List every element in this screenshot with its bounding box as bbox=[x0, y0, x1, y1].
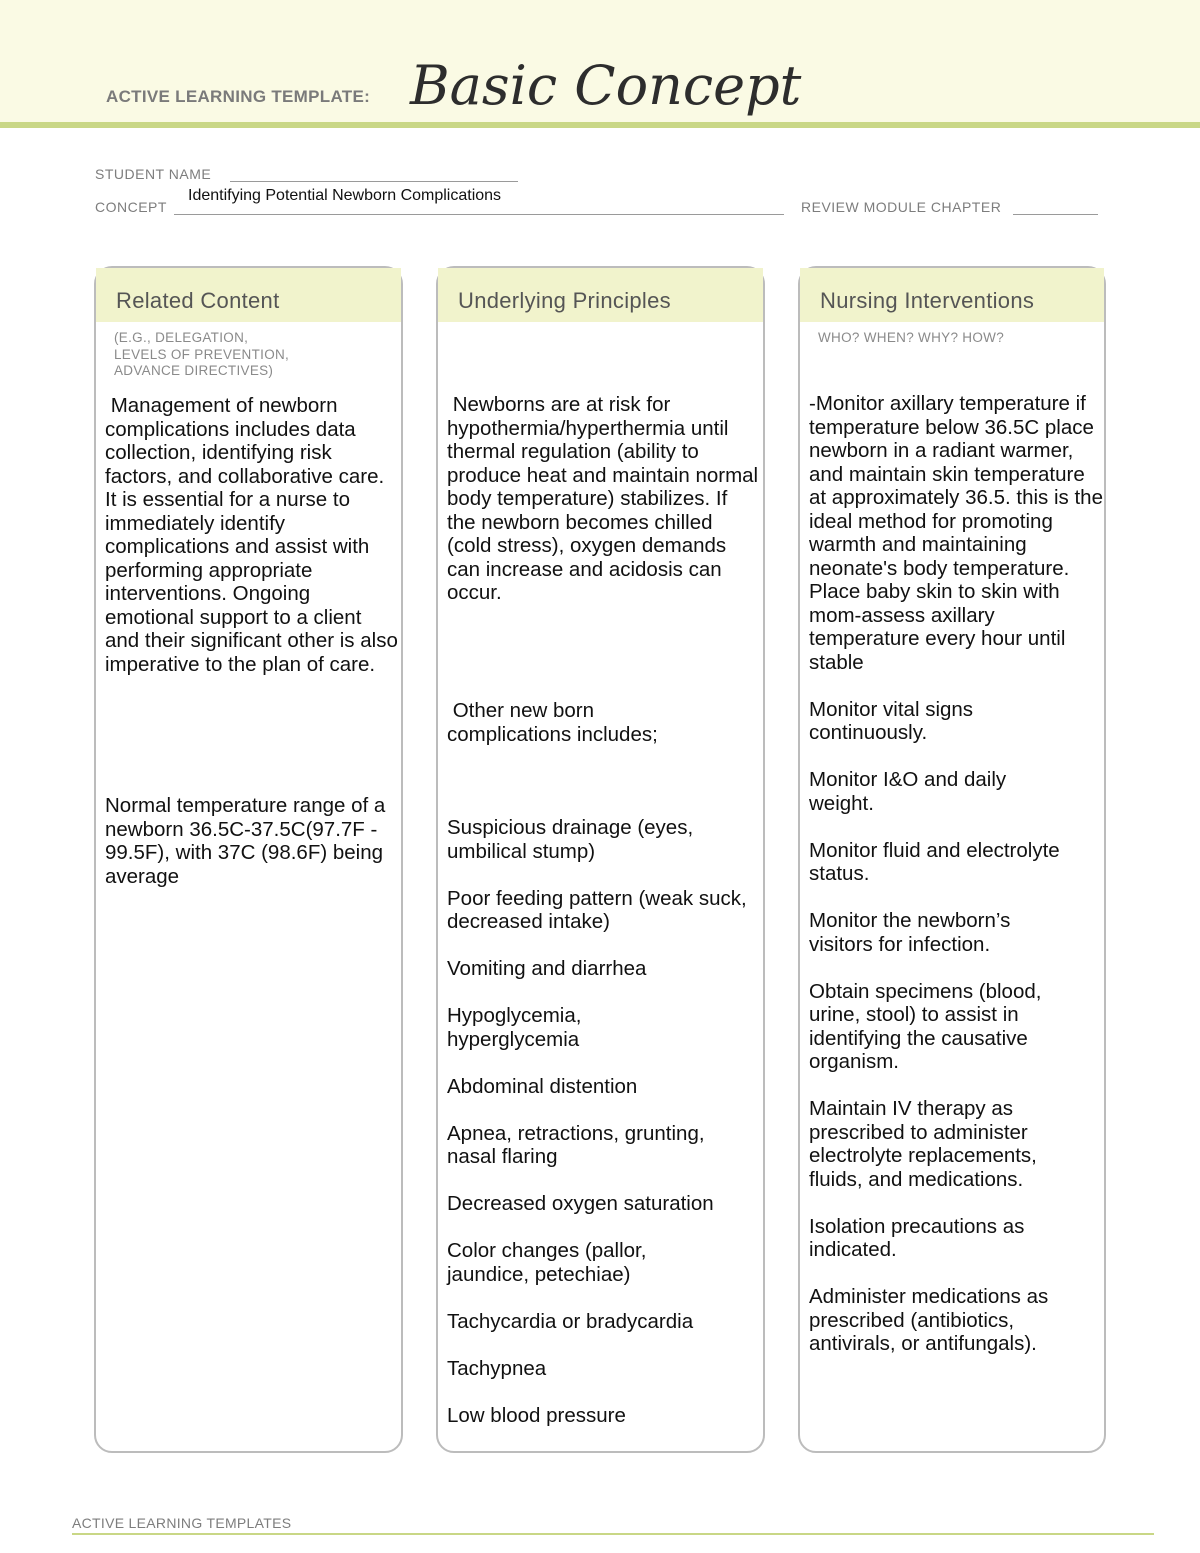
intervention-item: Monitor the newborn’s visitors for infection. bbox=[809, 909, 1011, 956]
complication-item: Low blood pressure bbox=[447, 1403, 626, 1427]
complication-item: Color changes (pallor, jaundice, petechiae) bbox=[447, 1239, 647, 1286]
intervention-item: -Monitor axillary temperature if temperature below 36.5C place newborn in a radiant warmer, and maintain skin temperature at approximately 36.5. this is the ideal method for promoting warmth and maintaining neonate's body temperature. Place baby skin to skin with mom-assess axillary temperature every hour until stable bbox=[809, 392, 1109, 674]
nursing-interventions-panel bbox=[798, 266, 1109, 1453]
underlying-principles-title: Underlying Principles bbox=[458, 288, 671, 313]
header-rule bbox=[0, 122, 1200, 128]
footer-rule bbox=[72, 1533, 1154, 1535]
related-subtitle-line: LEVELS OF PREVENTION, bbox=[114, 346, 290, 362]
nursing-interventions-title: Nursing Interventions bbox=[820, 288, 1035, 313]
concept-label: CONCEPT bbox=[95, 199, 167, 215]
complication-item: Decreased oxygen saturation bbox=[447, 1192, 714, 1215]
interventions-list bbox=[809, 392, 1109, 1356]
intervention-item: Monitor fluid and electrolyte status. bbox=[809, 838, 1060, 885]
underlying-principles-panel bbox=[436, 266, 765, 1453]
principles-other-heading: Other new born complications includes; bbox=[447, 699, 658, 746]
complication-item: Vomiting and diarrhea bbox=[447, 957, 647, 980]
related-management-text: Management of newborn complications includes data collection, identifying risk factors, and collaborative care. It is essential for a nurse to immediately identify complications and assist with performing appropriate interventions. Ongoing emotional support to a client and their significant other is also imperative to the plan of care. bbox=[105, 394, 404, 676]
complication-item: Tachycardia or bradycardia bbox=[447, 1309, 694, 1333]
concept-value: Identifying Potential Newborn Complications bbox=[188, 187, 502, 204]
complication-item: Poor feeding pattern (weak suck, decreased intake) bbox=[447, 886, 747, 933]
student-name-field[interactable] bbox=[230, 168, 518, 182]
intervention-item: Maintain IV therapy as prescribed to administer electrolyte replacements, fluids, and medications. bbox=[809, 1097, 1037, 1191]
review-module-field[interactable] bbox=[1013, 200, 1098, 215]
intervention-item: Administer medications as prescribed (antibiotics, antivirals, or antifungals). bbox=[809, 1285, 1049, 1355]
template-label: ACTIVE LEARNING TEMPLATE: bbox=[106, 87, 371, 106]
template-title: Basic Concept bbox=[410, 54, 802, 117]
intervention-item: Monitor I&O and daily weight. bbox=[809, 768, 1007, 815]
nursing-interventions-subtitle: WHO? WHEN? WHY? HOW? bbox=[818, 330, 1005, 345]
intervention-item: Obtain specimens (blood, urine, stool) to assist in identifying the causative organism. bbox=[809, 979, 1042, 1073]
footer-label: ACTIVE LEARNING TEMPLATES bbox=[72, 1515, 292, 1531]
related-subtitle-line: ADVANCE DIRECTIVES) bbox=[114, 363, 274, 378]
related-content-panel bbox=[94, 266, 403, 1453]
principles-intro-text: Newborns are at risk for hypothermia/hyperthermia until thermal regulation (ability to produce heat and maintain normal body temperature) stabilizes. If the newborn becomes chilled (cold stress), oxygen demands can increase and acidosis can occur. bbox=[447, 393, 764, 604]
review-module-label: REVIEW MODULE CHAPTER bbox=[801, 199, 1002, 215]
related-temperature-text: Normal temperature range of a newborn 36.5C-37.5C(97.7F - 99.5F), with 37C (98.6F) being average bbox=[105, 794, 386, 888]
complication-item: Apnea, retractions, grunting, nasal flaring bbox=[447, 1121, 705, 1168]
complication-item: Hypoglycemia, hyperglycemia bbox=[447, 1004, 582, 1051]
related-content-subtitle bbox=[114, 330, 289, 380]
complication-item: Tachypnea bbox=[447, 1356, 547, 1380]
related-subtitle-line: (E.G., DELEGATION, bbox=[114, 330, 249, 345]
intervention-item: Isolation precautions as indicated. bbox=[809, 1214, 1025, 1261]
complication-item: Suspicious drainage (eyes, umbilical stump) bbox=[447, 816, 694, 863]
student-name-label: STUDENT NAME bbox=[95, 166, 212, 182]
intervention-item: Monitor vital signs continuously. bbox=[809, 697, 974, 744]
complication-item: Abdominal distention bbox=[447, 1074, 638, 1098]
complications-list bbox=[447, 816, 759, 1427]
related-content-title: Related Content bbox=[116, 288, 280, 313]
